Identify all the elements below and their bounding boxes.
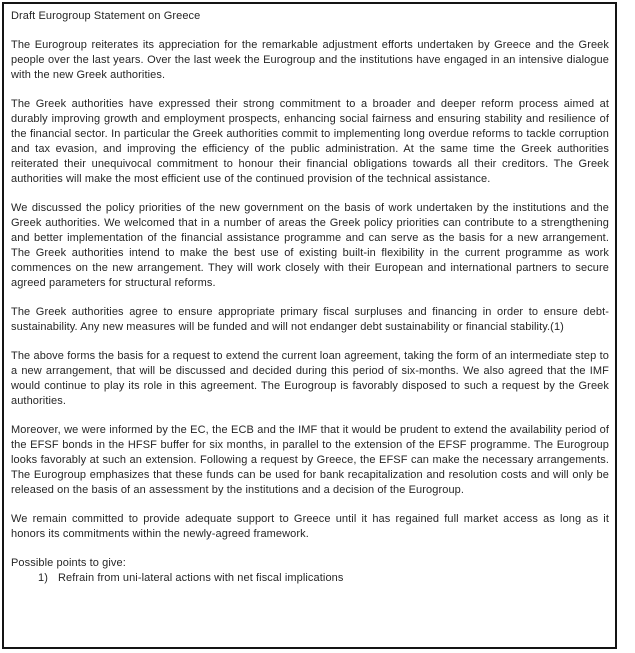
paragraph-fiscal-surpluses: The Greek authorities agree to ensure appropriate primary fiscal surpluses and financing in order to ensure debt-sustainability. Any new measures will be funded and will not endanger debt sustainability or financial stability.(1) [11, 306, 609, 333]
list-item-text: Refrain from uni-lateral actions with net fiscal implications [58, 572, 344, 584]
document-title: Draft Eurogroup Statement on Greece [11, 10, 201, 22]
list-item-number: 1) [38, 572, 48, 584]
document-page [2, 2, 617, 649]
paragraph-policy-priorities: We discussed the policy priorities of the new government on the basis of work undertaken by the institutions and the Greek authorities. We welcomed that in a number of areas the Greek policy priorities can contribute to a strengthening and better implementation of the financial assistance programme and can serve as the basis for a new arrangement. The Greek authorities intend to make the best use of existing built-in flexibility in the current programme as work commences on the new arrangement. They will work closely with their European and international partners to secure agreed parameters for structural reforms. [11, 202, 609, 289]
paragraph-reform-commitment: The Greek authorities have expressed their strong commitment to a broader and deeper reform process aimed at durably improving growth and employment prospects, enhancing social fairness and ensuring stability and resilience of the financial sector. In particular the Greek authorities commit to implementing long overdue reforms to tackle corruption and tax evasion, and improving the efficiency of the public administration. At the same time the Greek authorities reiterated their unequivocal commitment to honour their financial obligations towards all their creditors. The Greek authorities will make the most efficient use of the continued provision of the technical assistance. [11, 98, 609, 185]
document-content [4, 4, 615, 586]
points-header: Possible points to give: [11, 557, 126, 569]
list-item [11, 571, 609, 586]
paragraph-continued-support: We remain committed to provide adequate support to Greece until it has regained full market access as long as it honors its commitments within the newly-agreed framework. [11, 513, 609, 540]
paragraph-appreciation: The Eurogroup reiterates its appreciation for the remarkable adjustment efforts undertaken by Greece and the Greek people over the last years. Over the last week the Eurogroup and the institutions have engaged in an intensive dialogue with the new Greek authorities. [11, 39, 609, 81]
paragraph-efsf-bonds: Moreover, we were informed by the EC, the ECB and the IMF that it would be prudent to extend the availability period of the EFSF bonds in the HFSF buffer for six months, in parallel to the extension of the EFSF programme. The Eurogroup looks favorably at such an extension. Following a request by Greece, the EFSF can make the necessary arrangements. The Eurogroup emphasizes that these funds can be used for bank recapitalization and resolution costs and will only be released on the basis of an assessment by the institutions and a decision of the Eurogroup. [11, 424, 609, 496]
paragraph-loan-extension: The above forms the basis for a request to extend the current loan agreement, taking the form of an intermediate step to a new arrangement, that will be discussed and decided during this period of six-months. We also agreed that the IMF would continue to play its role in this agreement. The Eurogroup is favorably disposed to such a request by the Greek authorities. [11, 350, 609, 407]
